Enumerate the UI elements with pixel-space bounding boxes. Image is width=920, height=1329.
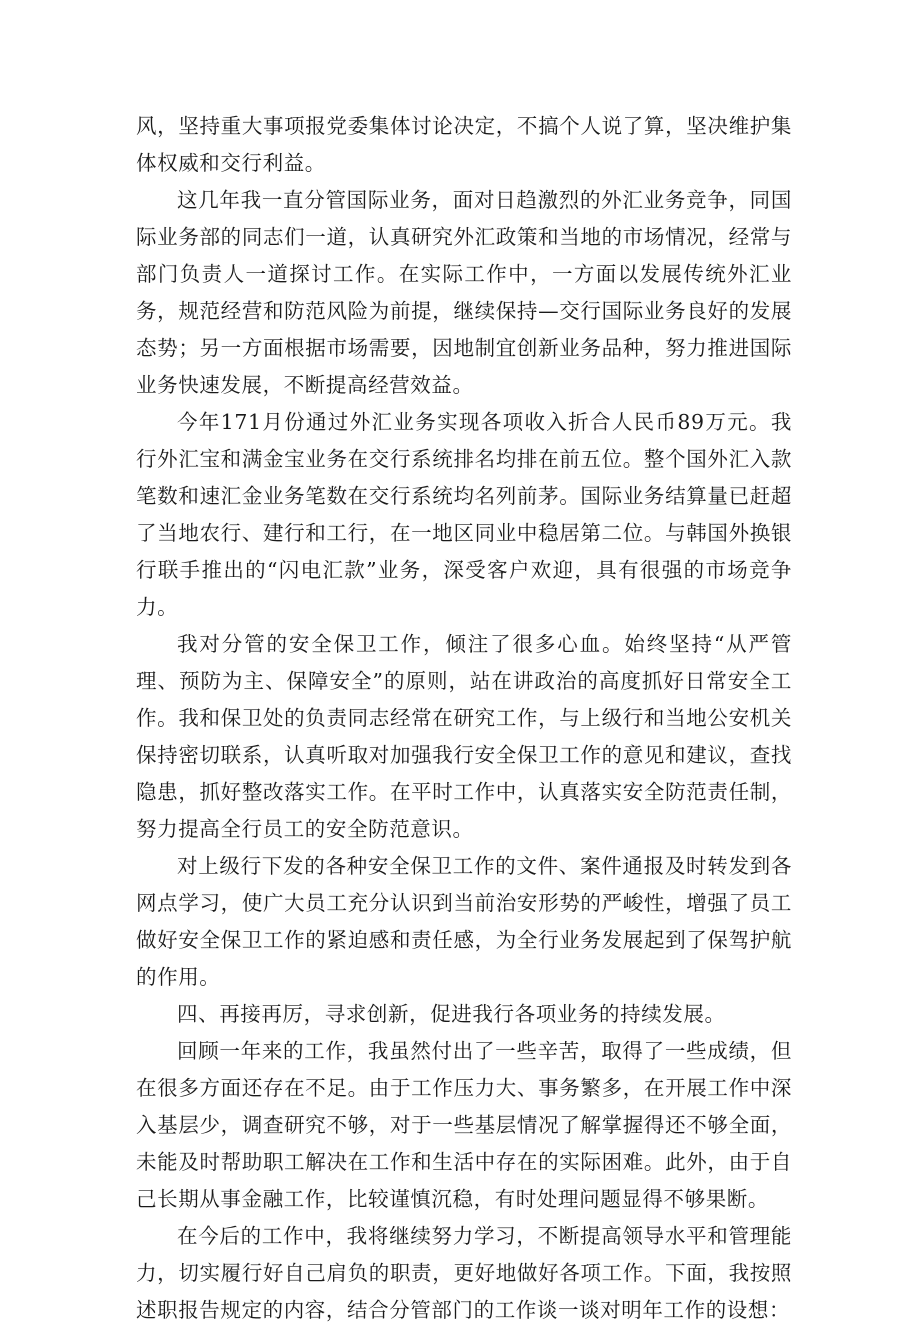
paragraph-international-business: 这几年我一直分管国际业务，面对日趋激烈的外汇业务竞争，同国际业务部的同志们一道，认真研究外汇政策和当地的市场情况，经常与部门负责人一道探讨工作。在实际工作中，一方面以发展传统外汇业务，规范经营和防范风险为前提，继续保持—交行国际业务良好的发展态势；另一方面根据市场需要，因地制宜创新业务品种，努力推进国际业务快速发展，不断提高经营效益。 [136, 188, 792, 397]
paragraph-security-work: 我对分管的安全保卫工作，倾注了很多心血。始终坚持“从严管理、预防为主、保障安全”的原则，站在讲政治的高度抓好日常安全工作。我和保卫处的负责同志经常在研究工作，与上级行和当地公安机关保持密切联系，认真听取对加强我行安全保卫工作的意见和建议，查找隐患，抓好整改落实工作。在平时工作中，认真落实安全防范责任制，努力提高全行员工的安全防范意识。 [136, 632, 792, 841]
paragraph-security-documents: 对上级行下发的各种安全保卫工作的文件、案件通报及时转发到各网点学习，使广大员工充分认识到当前治安形势的严峻性，增强了员工做好安全保卫工作的紧迫感和责任感，为全行业务发展起到了保驾护航的作用。 [136, 854, 792, 989]
paragraph-continuation: 风，坚持重大事项报党委集体讨论决定，不搞个人说了算，坚决维护集体权威和交行利益。 [136, 114, 792, 175]
section-heading-four: 四、再接再厉，寻求创新，促进我行各项业务的持续发展。 [177, 1002, 726, 1026]
document-body [136, 108, 792, 1329]
paragraph-review: 回顾一年来的工作，我虽然付出了一些辛苦，取得了一些成绩，但在很多方面还存在不足。由于工作压力大、事务繁多，在开展工作中深入基层少，调查研究不够，对于一些基层情况了解掌握得还不够全面，未能及时帮助职工解决在工作和生活中存在的实际困难。此外，由于自己长期从事金融工作，比较谨慎沉稳，有时处理问题显得不够果断。 [136, 1039, 792, 1211]
paragraph-forex-results: 今年171月份通过外汇业务实现各项收入折合人民币89万元。我行外汇宝和满金宝业务在交行系统排名均排在前五位。整个国外汇入款笔数和速汇金业务笔数在交行系统均名列前茅。国际业务结算量已赶超了当地农行、建行和工行，在一地区同业中稳居第二位。与韩国外换银行联手推出的“闪电汇款”业务，深受客户欢迎，具有很强的市场竞争力。 [136, 410, 792, 619]
paragraph-future-plans: 在今后的工作中，我将继续努力学习，不断提高领导水平和管理能力，切实履行好自己肩负的职责，更好地做好各项工作。下面，我按照述职报告规定的内容，结合分管部门的工作谈一谈对明年工作的设想： [136, 1224, 792, 1322]
